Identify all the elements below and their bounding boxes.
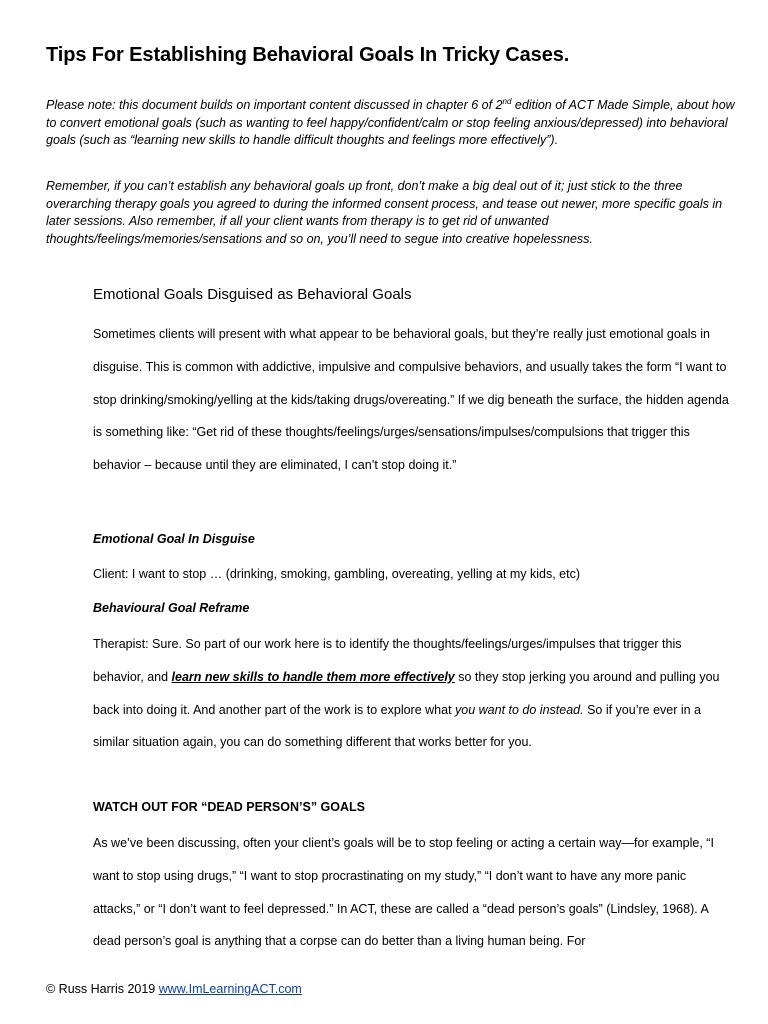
- footer: [46, 982, 302, 996]
- note-paragraph-1: [46, 97, 736, 150]
- therapist-text-1: Therapist: Sure. So part of our work here is to identify the thoughts/feelings/urges/impulses that trigger this behavior, and: [93, 637, 682, 684]
- note1-text-b: edition of ACT Made Simple, about how to convert emotional goals (such as wanting to feel happy/confident/calm or stop feeling anxious/depressed) into behavioral goals (such as “learning new skills to handle difficult thoughts and feelings more effectively”).: [46, 98, 735, 147]
- note-paragraph-2: Remember, if you can’t establish any behavioral goals up front, don’t make a big deal out of it; just stick to the three overarching therapy goals you agreed to during the informed consent process, and tease out newer, more specific goals in later sessions. Also remember, if all your client wants from therapy is to get rid of unwanted thoughts/feelings/memories/sensations and so on, you’ll need to segue into creative hopelessness.: [46, 179, 723, 246]
- section-heading-dead-persons-goals: WATCH OUT FOR “DEAD PERSON’S” GOALS: [93, 800, 365, 814]
- section2-paragraph: As we’ve been discussing, often your client’s goals will be to stop feeling or acting a certain way—for example, “I want to stop using drugs,” “I want to stop procrastinating on my study,” “I don’t want to have any more panic attacks,” or “I don’t want to feel depressed.” In ACT, these are called a “dead person’s goals” (Lindsley, 1968). A dead person’s goal is anything that a corpse can do better than a living human being. For: [93, 836, 714, 949]
- therapist-italic: you want to do instead.: [455, 702, 584, 717]
- section1-paragraph: Sometimes clients will present with what appear to be behavioral goals, but they’re really just emotional goals in disguise. This is common with addictive, impulsive and compulsive behaviors, and usually takes the form “I want to stop drinking/smoking/yelling at the kids/taking drugs/overeating.” If we dig beneath the surface, the hidden agenda is something like: “Get rid of these thoughts/feelings/urges/sensations/impulses/compulsions that trigger this behavior – because until they are eliminated, I can’t stop doing it.”: [93, 327, 729, 473]
- therapist-paragraph: [93, 628, 733, 759]
- note1-superscript: nd: [502, 96, 512, 106]
- therapist-text-2: so they stop jerking you around and pulling you back into doing it. And another part of the work is to explore what: [93, 669, 720, 717]
- therapist-text-3: So if you’re ever in a similar situation again, you can do something different that works better for you.: [93, 702, 702, 750]
- note1-text-a: Please note: this document builds on important content discussed in chapter 6 of 2: [46, 98, 503, 112]
- footer-copyright: © Russ Harris 2019: [46, 982, 159, 996]
- document-title: Tips For Establishing Behavioral Goals In Tricky Cases.: [46, 44, 570, 66]
- label-emotional-goal-disguise: Emotional Goal In Disguise: [93, 532, 255, 546]
- footer-link[interactable]: www.ImLearningACT.com: [158, 982, 302, 996]
- client-line: Client: I want to stop … (drinking, smoking, gambling, overeating, yelling at my kids, etc): [93, 567, 581, 581]
- therapist-emphasis: learn new skills to handle them more effectively: [171, 669, 455, 684]
- label-behavioural-goal-reframe: Behavioural Goal Reframe: [93, 601, 250, 615]
- section-heading-emotional-goals: Emotional Goals Disguised as Behavioral Goals: [93, 286, 412, 303]
